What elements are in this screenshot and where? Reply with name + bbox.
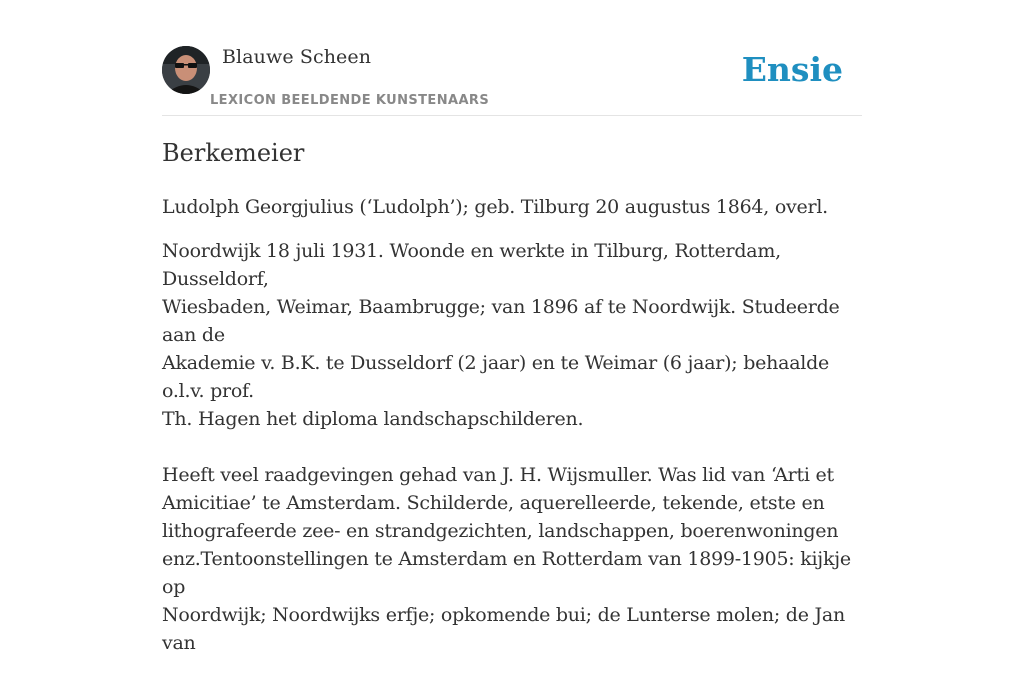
article-header <box>162 46 862 116</box>
collection-name[interactable]: LEXICON BEELDENDE KUNSTENAARS <box>210 93 490 108</box>
article-paragraph: Noordwijk 18 juli 1931. Woonde en werkte in Tilburg, Rotterdam, Dusseldorf, Wiesbaden, Weimar, Baambrugge; van 1896 af te Noordwijk. Studeerde aan de Akademie v. B.K. te Dusseldorf (2 jaar) en te Weimar (6 jaar); behaalde o.l.v. prof. Th. Hagen het diploma landschapschilderen. Heeft veel raadgevingen gehad van J. H. Wijsmuller. Was lid van ‘Arti et Amicitiae’ te Amsterdam. Schilderde, aquerelleerde, tekende, etste en lithografeerde zee- en strandgezichten, landschappen, boerenwoningen enz.Tentoonstellingen te Amsterdam en Rotterdam van 1899-1905: kijkje op Noordwijk; Noordwijks erfje; opkomende bui; de Lunterse molen; de Jan van <box>162 240 851 654</box>
article-paragraph: Ludolph Georgjulius (‘Ludolph’); geb. Tilburg 20 augustus 1864, overl. <box>162 196 828 218</box>
header-divider <box>162 115 862 116</box>
author-avatar[interactable] <box>162 46 210 94</box>
article-title: Berkemeier <box>162 139 305 167</box>
article-body <box>162 193 872 673</box>
brand-logo[interactable]: Ensie <box>741 50 843 89</box>
avatar-image <box>162 46 210 94</box>
author-name[interactable]: Blauwe Scheen <box>222 46 372 68</box>
